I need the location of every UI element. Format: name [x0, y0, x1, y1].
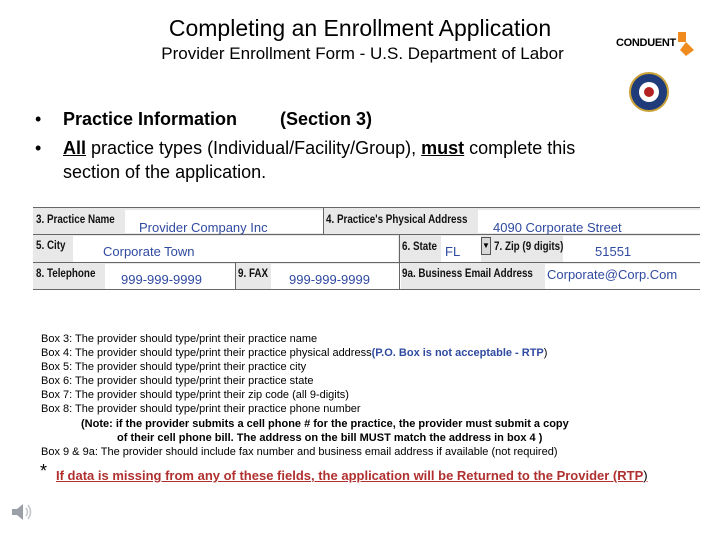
practice-information-form	[33, 207, 700, 290]
fax-value: 999-999-9999	[289, 272, 370, 287]
note-box-8: Box 8: The provider should type/print their practice phone number	[41, 403, 361, 415]
bullet-2-line-2: section of the application.	[63, 162, 267, 182]
zip-field[interactable]	[563, 236, 700, 262]
conduent-mark-icon	[676, 32, 694, 56]
practice-name-value: Provider Company Inc	[139, 220, 268, 235]
zip-value: 51551	[595, 244, 632, 259]
note-box-5: Box 5: The provider should type/print their practice city	[41, 361, 307, 373]
note-box-6: Box 6: The provider should type/print their practice state	[41, 375, 314, 387]
email-value: Corporate@Corp.Com	[547, 267, 678, 282]
city-value: Corporate Town	[103, 244, 195, 259]
page-title: Completing an Enrollment Application	[168, 15, 552, 41]
address-value: 4090 Corporate Street	[493, 220, 622, 235]
logo-text: CONDUENT	[616, 37, 676, 49]
state-dropdown-button[interactable]	[481, 237, 491, 255]
note-box-7: Box 7: The provider should type/print their zip code (all 9-digits)	[41, 389, 349, 401]
chevron-down-icon: ▼	[482, 241, 490, 250]
state-value: FL	[445, 244, 461, 259]
asterisk-marker: *	[40, 461, 48, 481]
note-box-9: Box 9 & 9a: The provider should include fax number and business email address if available (not required)	[41, 446, 558, 458]
speaker-icon[interactable]	[10, 500, 34, 524]
practice-name-label: 3. Practice Name	[36, 212, 115, 226]
bullet-1-section: (Section 3)	[280, 109, 373, 129]
address-label: 4. Practice's Physical Address	[326, 212, 468, 226]
city-label: 5. City	[36, 238, 66, 252]
fax-label: 9. FAX	[238, 266, 269, 280]
zip-label: 7. Zip (9 digits)	[494, 239, 564, 253]
state-label: 6. State	[402, 239, 438, 253]
note-cell-phone-2: of their cell phone bill. The address on the bill MUST match the address in box 4 )	[117, 432, 543, 444]
missing-data-warning: If data is missing from any of these fields, the application will be Returned to the Provider (RTP)	[56, 468, 648, 483]
conduent-logo	[616, 32, 696, 56]
note-box-4: Box 4: The provider should type/print their practice physical address(P.O. Box is not acceptable - RTP)	[41, 347, 548, 359]
note-box-3: Box 3: The provider should type/print their practice name	[41, 333, 318, 345]
page-subtitle: Provider Enrollment Form - U.S. Department of Labor	[161, 44, 564, 63]
telephone-value: 999-999-9999	[121, 272, 202, 287]
dol-seal-icon	[629, 72, 669, 112]
email-label: 9a. Business Email Address	[402, 266, 533, 280]
bullet-2-line-1: All practice types (Individual/Facility/Group), must complete this	[63, 138, 576, 158]
bullet-1-text: Practice Information	[63, 109, 238, 129]
note-cell-phone-1: (Note: if the provider submits a cell phone # for the practice, the provider must submit a copy	[81, 418, 569, 430]
telephone-label: 8. Telephone	[36, 266, 96, 280]
